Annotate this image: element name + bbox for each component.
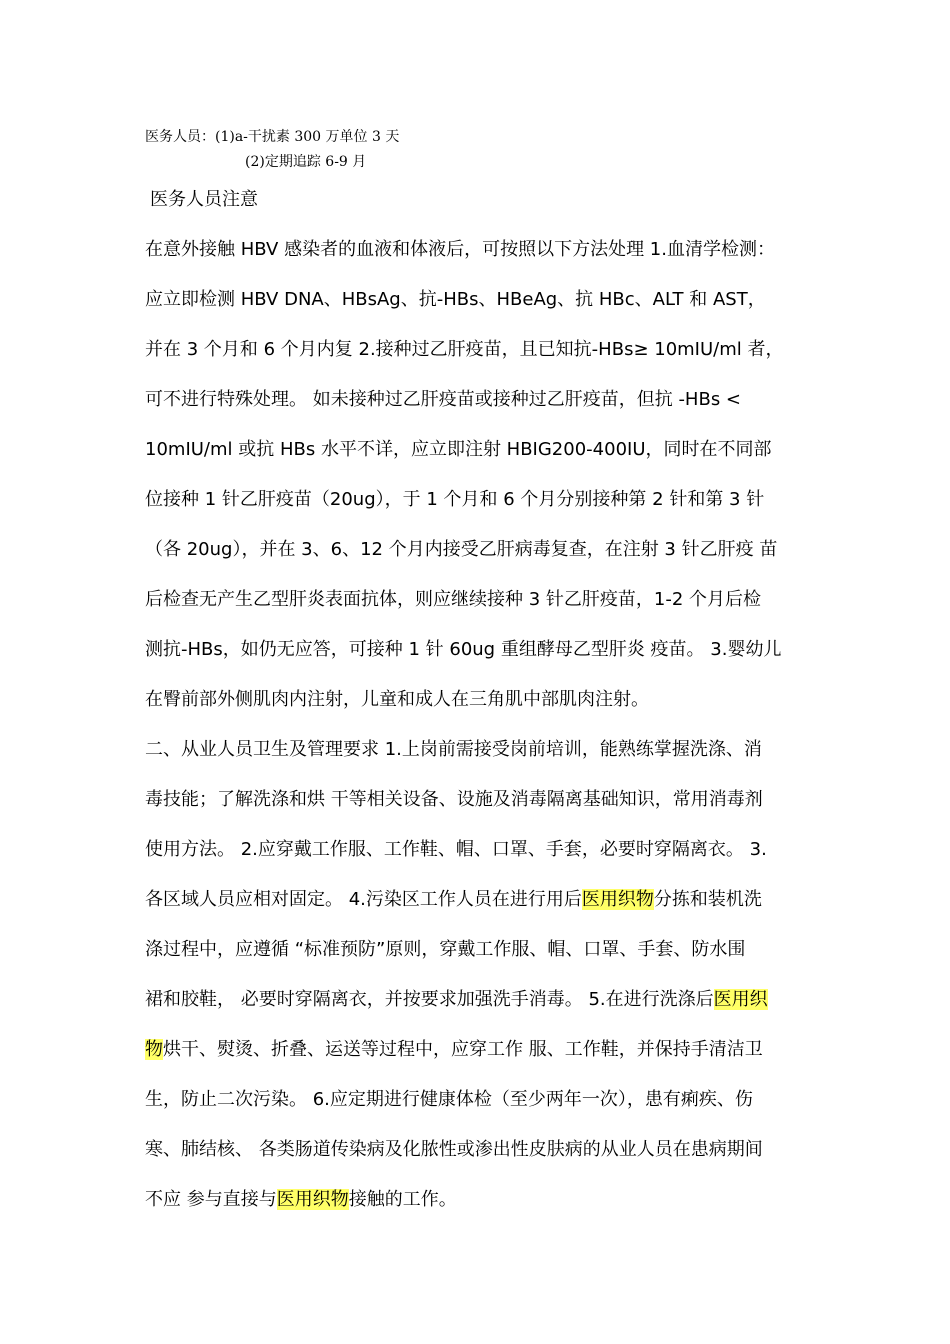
section-heading: 医务人员注意 bbox=[150, 189, 258, 210]
text-line: 涤过程中，应遵循 “标准预防”原则，穿戴工作服、帽、口罩、手套、防水围 bbox=[145, 939, 746, 960]
text-line: 生，防止二次污染。 6.应定期进行健康体检（至少两年一次），患有痢疾、伤 bbox=[145, 1089, 753, 1110]
paragraph-staff-hygiene bbox=[145, 725, 813, 1225]
text-line: 可不进行特殊处理。 如未接种过乙肝疫苗或接种过乙肝疫苗，但抗 -HBs < bbox=[145, 389, 742, 410]
text-line: 不应 参与直接与医用织物接触的工作。 bbox=[145, 1189, 457, 1210]
text-line: 裙和胶鞋， 必要时穿隔离衣，并按要求加强洗手消毒。 5.在进行洗涤后医用织 bbox=[145, 989, 768, 1010]
text-line: 在臀前部外侧肌肉内注射，儿童和成人在三角肌中部肌肉注射。 bbox=[145, 689, 649, 710]
highlighted-term: 医用织 bbox=[713, 989, 768, 1010]
text-line: 寒、肺结核、 各类肠道传染病及化脓性或渗出性皮肤病的从业人员在患病期间 bbox=[145, 1139, 763, 1160]
text-line: 应立即检测 HBV DNA、HBsAg、抗-HBs、HBeAg、抗 HBc、ALT 和 AST， bbox=[145, 289, 766, 310]
text-line: 物烘干、熨烫、折叠、运送等过程中，应穿工作 服、工作鞋，并保持手清洁卫 bbox=[145, 1039, 763, 1060]
text-line: 10mIU/ml 或抗 HBs 水平不详，应立即注射 HBIG200-400IU，同时在不同部 bbox=[145, 439, 772, 460]
text-line: （各 20ug），并在 3、6、12 个月内接受乙肝病毒复查，在注射 3 针乙肝疫 苗 bbox=[145, 539, 778, 560]
text-line: 并在 3 个月和 6 个月内复 2.接种过乙肝疫苗，且已知抗-HBs≥ 10mIU/ml 者， bbox=[145, 339, 784, 360]
highlighted-term: 医用织物 bbox=[276, 1189, 349, 1210]
highlighted-term: 医用织物 bbox=[581, 889, 654, 910]
text-line: 位接种 1 针乙肝疫苗（20ug），于 1 个月和 6 个月分别接种第 2 针和第 3 针 bbox=[145, 489, 765, 510]
text-line: 使用方法。 2.应穿戴工作服、工作鞋、帽、口罩、手套，必要时穿隔离衣。 3. bbox=[145, 839, 767, 860]
staff-line-followup: (2)定期追踪 6-9 月 bbox=[245, 154, 367, 170]
staff-line-interferon: 医务人员：(1)a-干扰素 300 万单位 3 天 bbox=[145, 129, 400, 145]
text-line: 毒技能；了解洗涤和烘 干等相关设备、设施及消毒隔离基础知识，常用消毒剂 bbox=[145, 789, 763, 810]
paragraph-hbv-exposure bbox=[145, 225, 813, 725]
text-line: 测抗-HBs，如仍无应答，可接种 1 针 60ug 重组酵母乙型肝炎 疫苗。 3.婴幼儿 bbox=[145, 639, 782, 660]
text-line: 二、从业人员卫生及管理要求 1.上岗前需接受岗前培训，能熟练掌握洗涤、消 bbox=[145, 739, 762, 760]
text-line: 后检查无产生乙型肝炎表面抗体，则应继续接种 3 针乙肝疫苗，1-2 个月后检 bbox=[145, 589, 762, 610]
text-line: 各区域人员应相对固定。 4.污染区工作人员在进行用后医用织物分拣和装机洗 bbox=[145, 889, 762, 910]
text-line: 在意外接触 HBV 感染者的血液和体液后，可按照以下方法处理 1.血清学检测： bbox=[145, 239, 775, 260]
highlighted-term: 物 bbox=[145, 1039, 163, 1060]
